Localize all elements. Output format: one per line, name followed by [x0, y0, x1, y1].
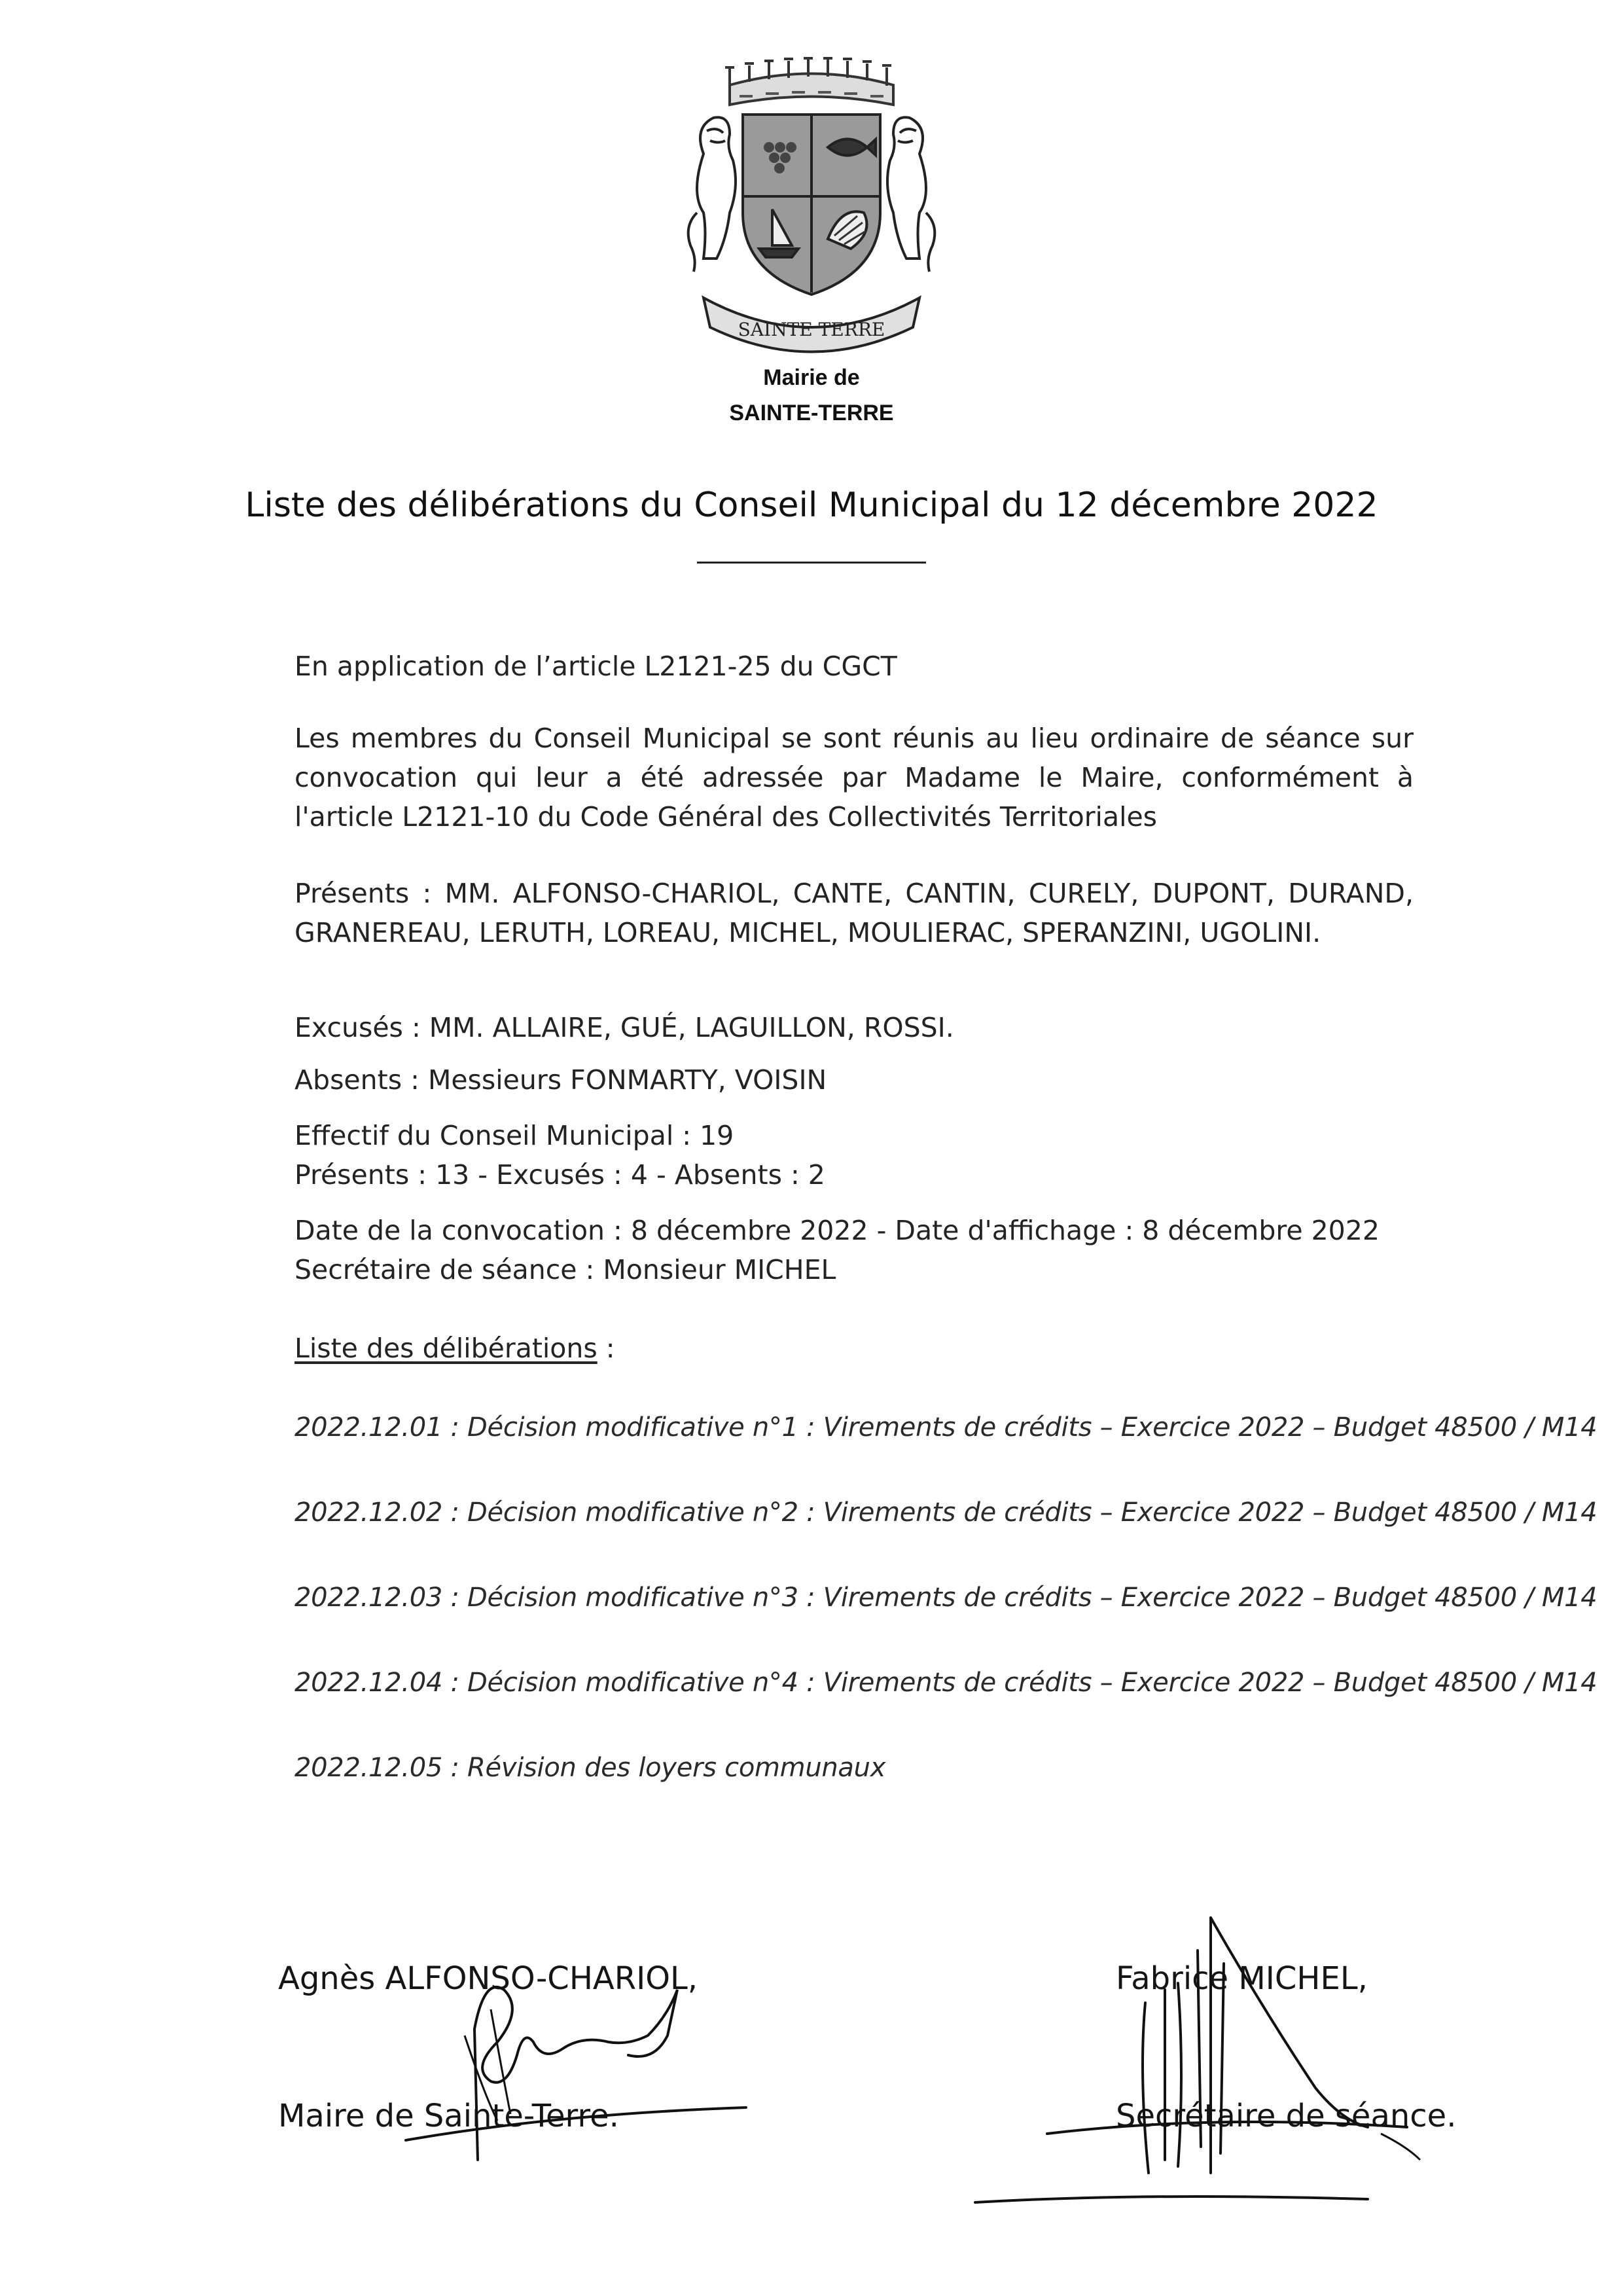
crest-banner — [704, 298, 919, 352]
session-secretary: Secrétaire de séance : Monsieur MICHEL — [294, 1254, 836, 1285]
deliberation-item: 2022.12.01 : Décision modificative n°1 : Virements de crédits – Exercice 2022 – Budget 48500 / M14 — [294, 1412, 1597, 1443]
absents-list: Absents : Messieurs FONMARTY, VOISIN — [294, 1064, 827, 1096]
deliberations-heading — [294, 1329, 1414, 1368]
deliberation-item: 2022.12.04 : Décision modificative n°4 : Virements de crédits – Exercice 2022 – Budget 48500 / M14 — [294, 1668, 1597, 1698]
lion-supporter-right-icon — [887, 117, 935, 272]
commune-name: SAINTE-TERRE — [729, 401, 894, 425]
coat-of-arms-logo — [668, 49, 955, 357]
mayor-title: Maire de Sainte-Terre. — [278, 2098, 619, 2134]
svg-text:SAINTE TERRE: SAINTE TERRE — [738, 319, 885, 340]
legal-reference: En application de l’article L2121-25 du CGCT — [294, 651, 897, 682]
deliberations-heading-label: Liste des délibérations — [294, 1333, 597, 1364]
convocation-date: Date de la convocation : 8 décembre 2022 - Date d'affichage : 8 décembre 2022 — [294, 1215, 1380, 1246]
deliberation-item: 2022.12.02 : Décision modificative n°2 : Virements de crédits – Exercice 2022 – Budget 48500 / M14 — [294, 1498, 1597, 1528]
lion-supporter-left-icon — [688, 117, 736, 272]
page-title: Liste des délibérations du Conseil Municipal du 12 décembre 2022 — [245, 486, 1378, 525]
presents-list: Présents : MM. ALFONSO-CHARIOL, CANTE, CANTIN, CURELY, DUPONT, DURAND, GRANEREAU, LERUTH, LOREAU, MICHEL, MOULIERAC, SPERANZINI, UGOLINI. — [294, 878, 1414, 948]
secretary-title: Secrétaire de séance. — [1116, 2098, 1457, 2134]
deliberations-heading-colon: : — [597, 1333, 615, 1364]
title-underline — [697, 562, 926, 564]
mural-crown-icon — [725, 58, 893, 105]
intro-paragraph: Les membres du Conseil Municipal se sont réunis au lieu ordinaire de séance sur convocation qui leur a été adressée par Madame le Maire, conformément à l'article L2121-10 du Code Général des Collectivités Territoriales — [294, 723, 1414, 833]
attendance-count: Présents : 13 - Excusés : 4 - Absents : 2 — [294, 1159, 825, 1191]
mairie-label: Mairie de — [763, 365, 860, 390]
mayor-signature — [393, 1950, 759, 2166]
council-size: Effectif du Conseil Municipal : 19 — [294, 1120, 734, 1151]
deliberation-item: 2022.12.05 : Révision des loyers communaux — [294, 1753, 886, 1783]
mayor-name: Agnès ALFONSO-CHARIOL, — [278, 1960, 698, 1997]
secretary-name: Fabrice MICHEL, — [1116, 1960, 1368, 1997]
shield-icon — [743, 115, 880, 295]
deliberation-item: 2022.12.03 : Décision modificative n°3 : Virements de crédits – Exercice 2022 – Budget 48500 / M14 — [294, 1583, 1597, 1613]
secretary-signature — [949, 1911, 1492, 2212]
excuses-list: Excusés : MM. ALLAIRE, GUÉ, LAGUILLON, ROSSI. — [294, 1012, 954, 1043]
